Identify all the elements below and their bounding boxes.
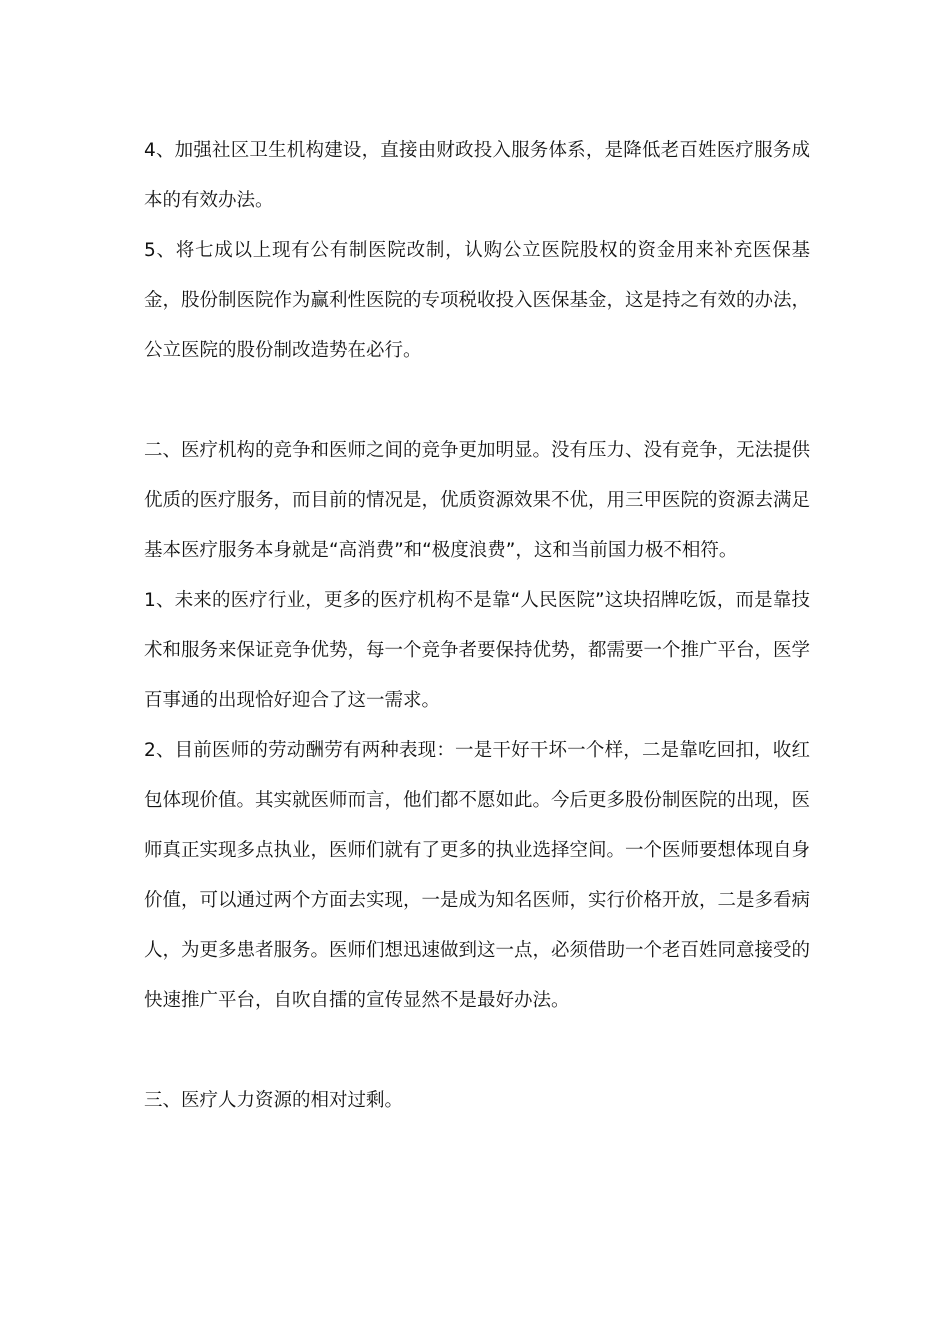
paragraph-gap: [144, 1026, 810, 1076]
paragraph-item-5: 5、将七成以上现有公有制医院改制，认购公立医院股权的资金用来补充医保基金，股份制医院作为赢利性医院的专项税收投入医保基金，这是持之有效的办法，公立医院的股份制改造势在必行。: [144, 240, 811, 361]
section-three-heading: 三、医疗人力资源的相对过剩。: [144, 1090, 404, 1111]
paragraph-gap: [144, 376, 810, 426]
section-two-paragraph: 二、医疗机构的竞争和医师之间的竞争更加明显。没有压力、没有竞争，无法提供优质的医疗服务，而目前的情况是，优质资源效果不优，用三甲医院的资源去满足基本医疗服务本身就是“高消费”和“极度浪费”，这和当前国力极不相符。: [144, 440, 811, 561]
paragraph-item-1: 1、未来的医疗行业，更多的医疗机构不是靠“人民医院”这块招牌吃饭，而是靠技术和服务来保证竞争优势，每一个竞争者要保持优势，都需要一个推广平台，医学百事通的出现恰好迎合了这一需求。: [144, 590, 811, 711]
paragraph-item-4: 4、加强社区卫生机构建设，直接由财政投入服务体系，是降低老百姓医疗服务成本的有效办法。: [144, 140, 810, 211]
document-body: [144, 126, 810, 1126]
paragraph-item-2: 2、目前医师的劳动酬劳有两种表现：一是干好干坏一个样，二是靠吃回扣，收红包体现价值。其实就医师而言，他们都不愿如此。今后更多股份制医院的出现，医师真正实现多点执业，医师们就有了更多的执业选择空间。一个医师要想体现自身价值，可以通过两个方面去实现，一是成为知名医师，实行价格开放，二是多看病人，为更多患者服务。医师们想迅速做到这一点，必须借助一个老百姓同意接受的快速推广平台，自吹自擂的宣传显然不是最好办法。: [144, 740, 811, 1011]
